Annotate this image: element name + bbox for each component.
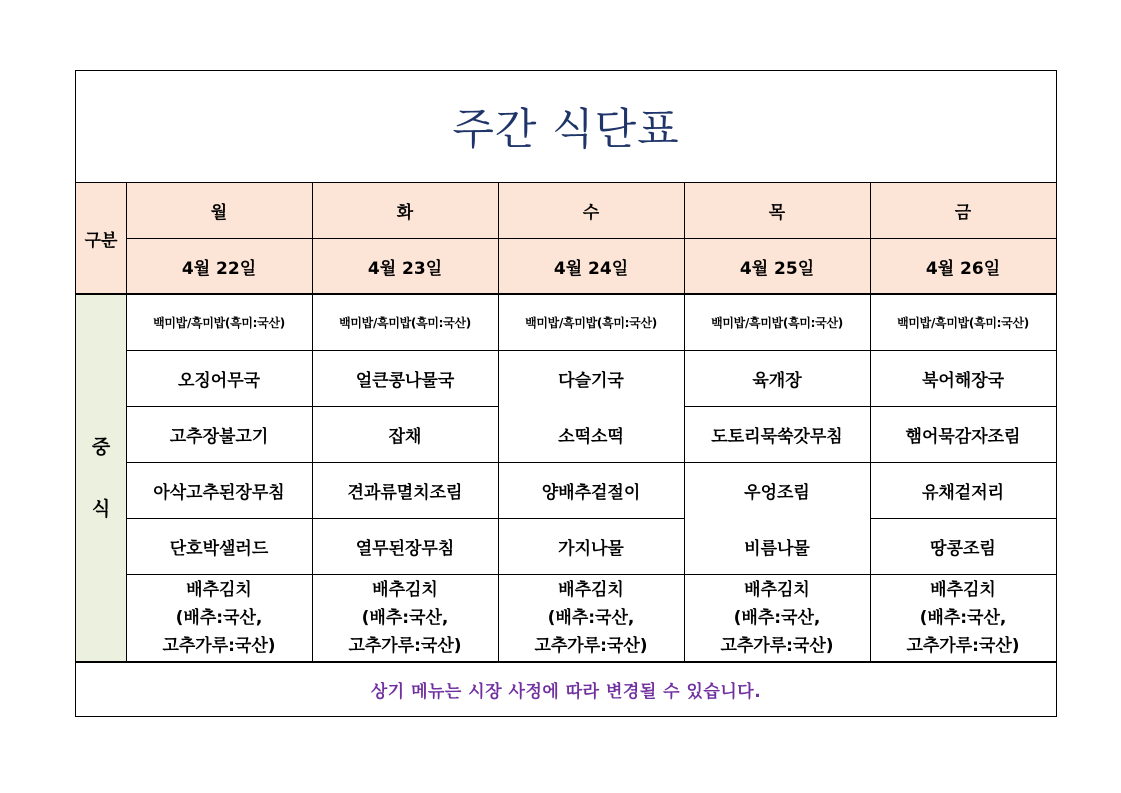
grid-line xyxy=(126,574,1056,575)
kimchi-line: 배추김치 xyxy=(744,580,810,600)
rice-tue: 백미밥/흑미밥(흑미:국산) xyxy=(339,315,471,330)
date-tue: 4월 23일 xyxy=(312,238,498,294)
menu-item-thu-2: 도토리묵쑥갓무침 xyxy=(711,426,843,447)
grid-line xyxy=(498,182,499,662)
grid-line xyxy=(76,293,1056,295)
category-label: 구분 xyxy=(76,182,126,294)
menu-item-thu-4: 비름나물 xyxy=(744,538,810,559)
menu-sheet xyxy=(75,70,1057,717)
menu-item-tue-2: 잡채 xyxy=(388,426,422,447)
page-title: 주간 식단표 xyxy=(452,105,680,155)
meal-label-char: 중 xyxy=(91,436,111,458)
kimchi-fri xyxy=(870,574,1056,662)
grid-line xyxy=(870,518,1056,519)
grid-line xyxy=(126,182,127,662)
menu-item-fri-4: 땅콩조림 xyxy=(930,538,996,559)
kimchi-line: 고추가루:국산) xyxy=(720,636,834,656)
meal-label-char: 식 xyxy=(91,498,111,520)
day-wed: 수 xyxy=(498,182,684,238)
menu-item-tue-1: 얼큰콩나물국 xyxy=(355,370,455,391)
kimchi-line: 고추가루:국산) xyxy=(162,636,276,656)
kimchi-line: 배추김치 xyxy=(372,580,438,600)
kimchi-line: 배추김치 xyxy=(558,580,624,600)
menu-item-tue-4: 열무된장무침 xyxy=(355,538,455,559)
grid-line xyxy=(76,182,1056,183)
meal-label xyxy=(76,294,126,662)
kimchi-line: (배추:국산, xyxy=(547,608,635,628)
menu-item-mon-2: 고추장불고기 xyxy=(169,426,269,447)
kimchi-wed xyxy=(498,574,684,662)
kimchi-thu xyxy=(684,574,870,662)
day-thu: 목 xyxy=(684,182,870,238)
grid-line xyxy=(126,350,1056,351)
grid-line xyxy=(312,182,313,662)
date-fri: 4월 26일 xyxy=(870,238,1056,294)
kimchi-line: (배추:국산, xyxy=(361,608,449,628)
kimchi-line: (배추:국산, xyxy=(175,608,263,628)
day-tue: 화 xyxy=(312,182,498,238)
rice-mon: 백미밥/흑미밥(흑미:국산) xyxy=(153,315,285,330)
menu-item-mon-3: 아삭고추된장무침 xyxy=(153,482,285,503)
kimchi-tue xyxy=(312,574,498,662)
date-mon: 4월 22일 xyxy=(126,238,312,294)
kimchi-line: (배추:국산, xyxy=(919,608,1007,628)
day-fri: 금 xyxy=(870,182,1056,238)
menu-item-fri-1: 북어해장국 xyxy=(921,370,1005,391)
kimchi-line: 고추가루:국산) xyxy=(348,636,462,656)
menu-item-tue-3: 견과류멸치조림 xyxy=(347,482,463,503)
footer-note: 상기 메뉴는 시장 사정에 따라 변경될 수 있습니다. xyxy=(370,681,762,702)
menu-item-wed-4: 가지나물 xyxy=(558,538,624,559)
menu-item-wed-3: 양배추겉절이 xyxy=(541,482,641,503)
menu-item-fri-3: 유채겉저리 xyxy=(921,482,1005,503)
menu-item-fri-2: 햄어묵감자조림 xyxy=(905,426,1021,447)
rice-fri: 백미밥/흑미밥(흑미:국산) xyxy=(897,315,1029,330)
menu-item-mon-4: 단호박샐러드 xyxy=(169,538,269,559)
grid-line xyxy=(684,182,685,662)
grid-line xyxy=(126,462,1056,463)
date-wed: 4월 24일 xyxy=(498,238,684,294)
menu-item-thu-1: 육개장 xyxy=(752,370,802,391)
rice-wed: 백미밥/흑미밥(흑미:국산) xyxy=(525,315,657,330)
grid-line xyxy=(870,182,871,662)
kimchi-line: (배추:국산, xyxy=(733,608,821,628)
grid-line xyxy=(126,518,684,519)
kimchi-line: 배추김치 xyxy=(930,580,996,600)
menu-item-wed-1: 다슬기국 xyxy=(558,370,624,391)
menu-item-mon-1: 오징어무국 xyxy=(177,370,261,391)
grid-line xyxy=(126,238,1056,239)
kimchi-line: 배추김치 xyxy=(186,580,252,600)
date-thu: 4월 25일 xyxy=(684,238,870,294)
menu-item-thu-3: 우엉조림 xyxy=(744,482,810,503)
menu-item-wed-2: 소떡소떡 xyxy=(558,426,624,447)
kimchi-line: 고추가루:국산) xyxy=(906,636,1020,656)
kimchi-line: 고추가루:국산) xyxy=(534,636,648,656)
day-mon: 월 xyxy=(126,182,312,238)
kimchi-mon xyxy=(126,574,312,662)
rice-thu: 백미밥/흑미밥(흑미:국산) xyxy=(711,315,843,330)
